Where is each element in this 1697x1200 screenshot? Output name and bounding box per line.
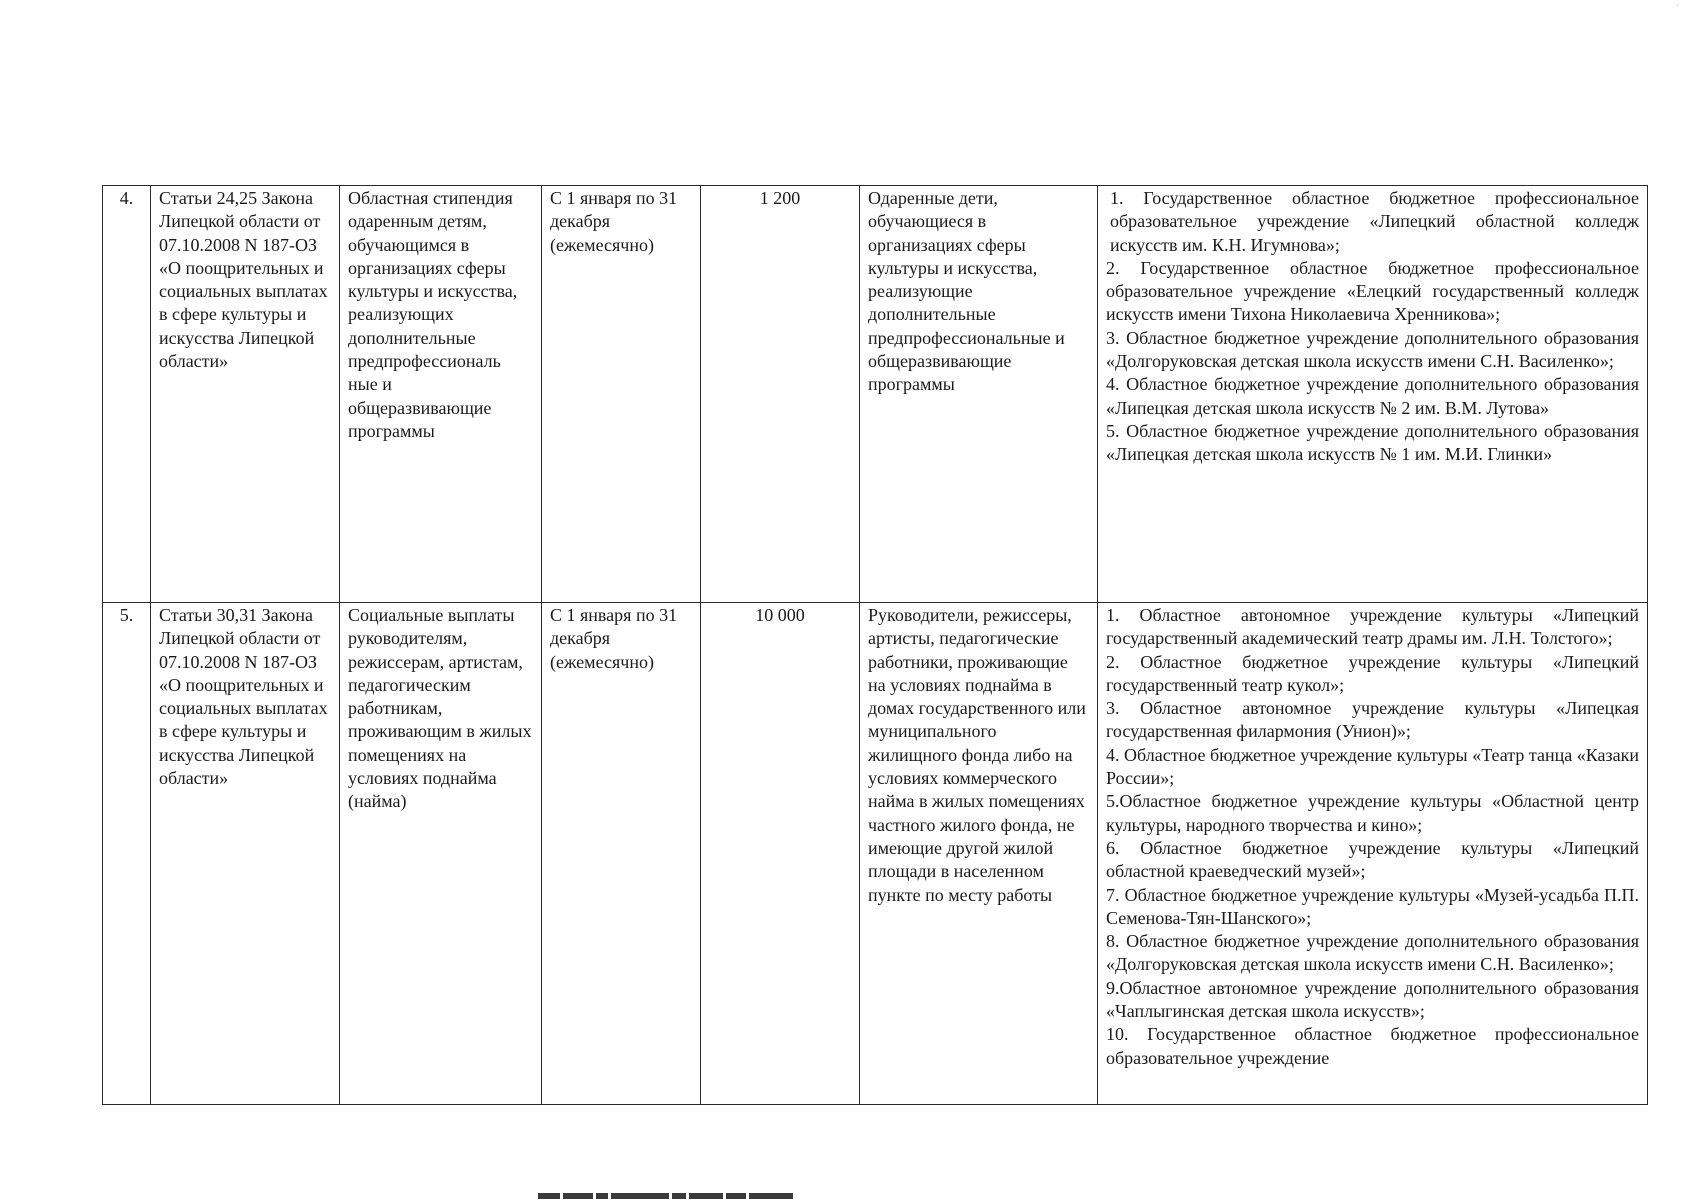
legal-basis-cell: Статьи 30,31 Закона Липецкой области от 07.10.2008 N 187-ОЗ «О поощрительных и социальных выплатах в сфере культуры и искусства Липецкой области» xyxy=(151,603,340,1105)
organization-item: 9.Областное автономное учреждение дополнительного образования «Чаплыгинская детская школа искусств»; xyxy=(1106,977,1639,1022)
payment-name-cell: Социальные выплаты руководителям, режиссерам, артистам, педагогическим работникам, проживающим в жилых помещениях на условиях поднайма (найма) xyxy=(340,603,542,1105)
organization-item: 4. Областное бюджетное учреждение культуры «Театр танца «Казаки России»; xyxy=(1106,744,1639,789)
organization-item: 3. Областное бюджетное учреждение дополнительного образования «Долгоруковская детская школа искусств имени С.Н. Василенко»; xyxy=(1106,327,1639,372)
recipients-cell: Одаренные дети, обучающиеся в организациях сферы культуры и искусства, реализующие дополнительные предпрофессиональные и общеразвивающие программы xyxy=(860,186,1098,603)
organization-item: 4. Областное бюджетное учреждение дополнительного образования «Липецкая детская школа искусств № 2 им. В.М. Лутова» xyxy=(1106,374,1639,418)
table-row xyxy=(103,186,1648,603)
period-cell: С 1 января по 31 декабря (ежемесячно) xyxy=(542,603,701,1105)
cut-off-text-fragment xyxy=(538,1193,818,1200)
payment-name-cell: Областная стипендия одаренным детям, обучающимся в организациях сферы культуры и искусства, реализующих дополнительные предпрофессиональ ные и общеразвивающие программы xyxy=(340,186,542,603)
organization-item: 3. Областное автономное учреждение культуры «Липецкая государственная филармония (Унион)»; xyxy=(1106,698,1639,742)
organization-item: 7. Областное бюджетное учреждение культуры «Музей-усадьба П.П. Семенова-Тян-Шанского»; xyxy=(1106,884,1639,928)
organizations-cell xyxy=(1098,186,1648,603)
organization-item: 10. Государственное областное бюджетное профессиональное образовательное учреждение xyxy=(1106,1024,1639,1068)
row-number: 4. xyxy=(103,186,151,603)
organization-item: 2. Областное бюджетное учреждение культуры «Липецкий государственный театр кукол»; xyxy=(1106,651,1639,695)
recipients-cell: Руководители, режиссеры, артисты, педагогические работники, проживающие на условиях поднайма в домах государственного или муниципального жилищного фонда либо на условиях коммерческого найма в жилых помещениях частного жилого фонда, не имеющие другой жилой площади в населенном пункте по месту работы xyxy=(860,603,1098,1105)
legal-basis-cell: Статьи 24,25 Закона Липецкой области от 07.10.2008 N 187-ОЗ «О поощрительных и социальных выплатах в сфере культуры и искусства Липецкой области» xyxy=(151,186,340,603)
organization-item: 2. Государственное областное бюджетное профессиональное образовательное учреждение «Елецкий государственный колледж искусств имени Тихона Николаевича Хренникова»; xyxy=(1106,257,1639,325)
row-number: 5. xyxy=(103,603,151,1105)
organization-item: 8. Областное бюджетное учреждение дополнительного образования «Долгоруковская детская школа искусств имени С.Н. Василенко»; xyxy=(1106,931,1639,975)
scan-artifact: · xyxy=(1676,1,1680,12)
organization-item: 1. Государственное областное бюджетное профессиональное образовательное учреждение «Липецкий областной колледж искусств им. К.Н. Игумнова»; xyxy=(1110,188,1639,255)
organization-item: 1. Областное автономное учреждение культуры «Липецкий государственный академический театр драмы им. Л.Н. Толстого»; xyxy=(1106,605,1639,649)
amount-cell: 10 000 xyxy=(701,603,860,1105)
amount-cell: 1 200 xyxy=(701,186,860,603)
payments-table xyxy=(102,185,1648,1105)
organization-item: 5.Областное бюджетное учреждение культуры «Областной центр культуры, народного творчества и кино»; xyxy=(1106,791,1639,835)
table-row xyxy=(103,603,1648,1105)
organization-item: 6. Областное бюджетное учреждение культуры «Липецкий областной краеведческий музей»; xyxy=(1106,837,1639,882)
organization-item: 5. Областное бюджетное учреждение дополнительного образования «Липецкая детская школа искусств № 1 им. М.И. Глинки» xyxy=(1106,420,1639,465)
period-cell: С 1 января по 31 декабря (ежемесячно) xyxy=(542,186,701,603)
organizations-cell xyxy=(1098,603,1648,1105)
